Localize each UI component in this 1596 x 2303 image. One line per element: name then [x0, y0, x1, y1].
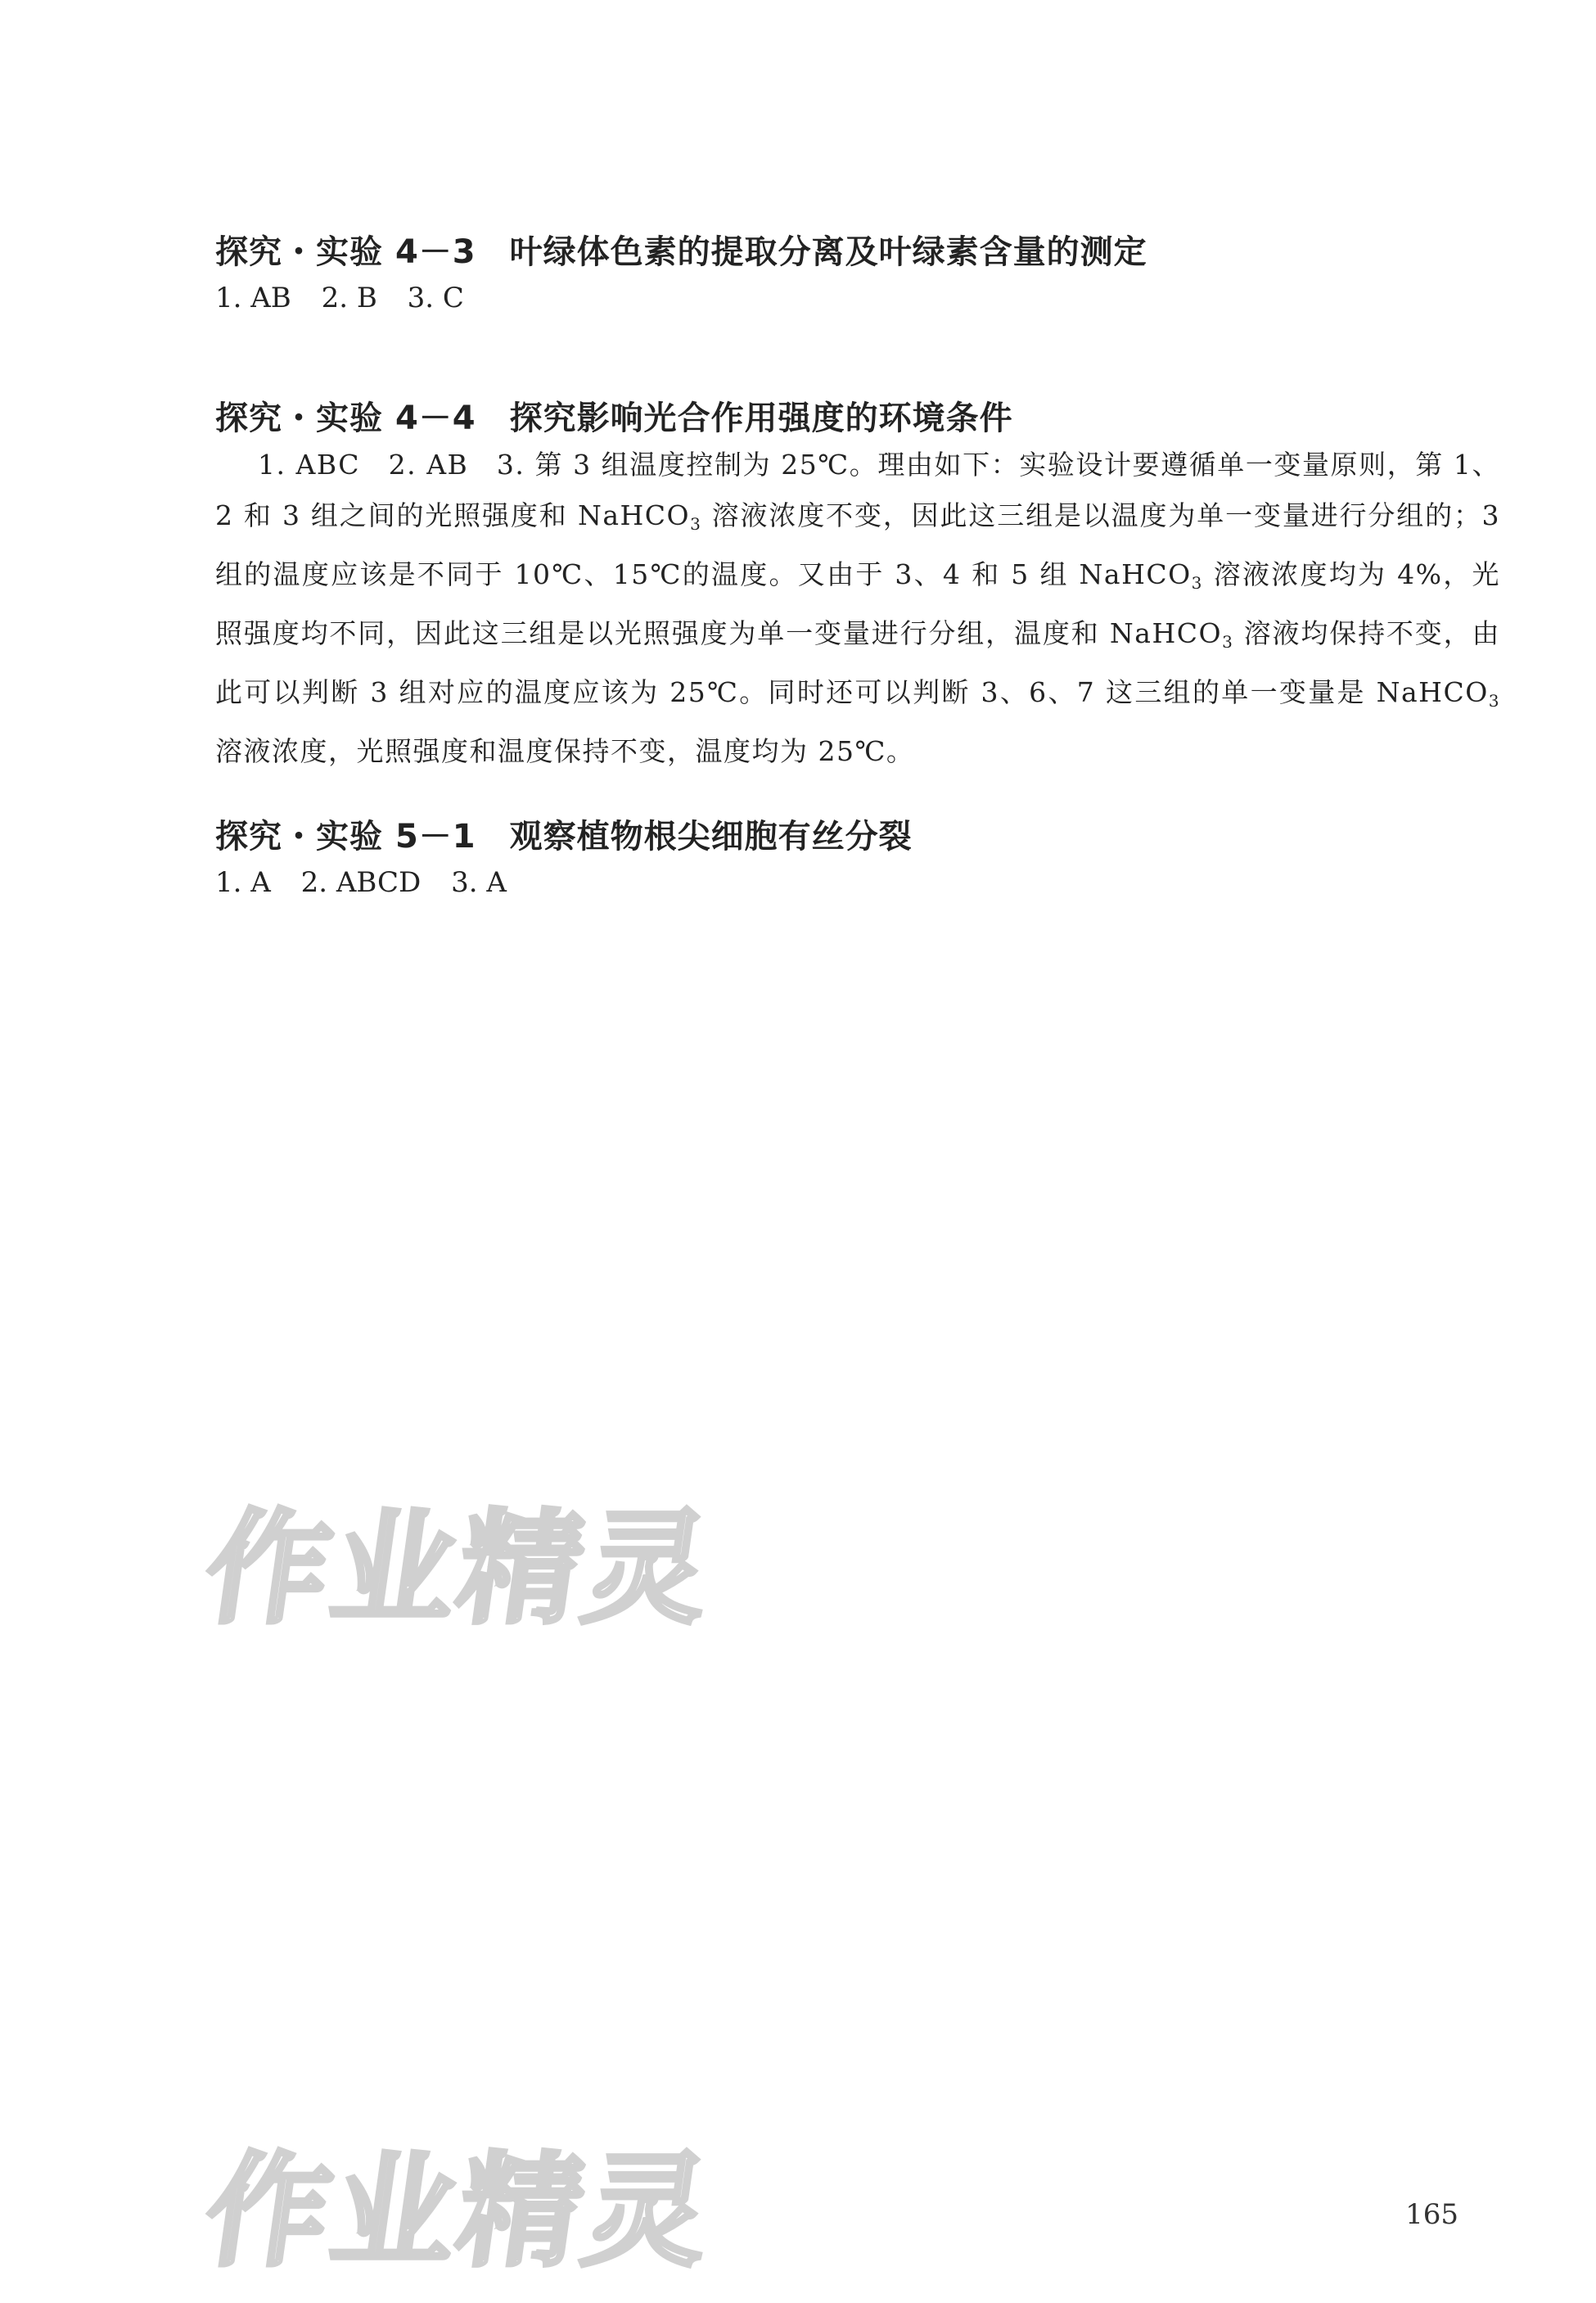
section-4-3: [215, 231, 1500, 323]
section-title: [215, 815, 1500, 858]
paragraph-text: 1. ABC 2. AB 3. 第 3 组温度控制为 25℃。理由如下：实验设计要遵循单一变量原则，第 1、2 和 3 组之间的光照强度和 NaHCO: [215, 449, 1500, 531]
paragraph-text: 溶液浓度，光照强度和温度保持不变，温度均为 25℃。: [215, 735, 915, 767]
title-prefix: 探究・实验: [215, 400, 395, 437]
watermark: 作业精灵: [196, 1498, 722, 1641]
subscript: 3: [690, 514, 702, 534]
title-prefix: 探究・实验: [215, 818, 395, 856]
title-text: 叶绿体色素的提取分离及叶绿素含量的测定: [509, 233, 1147, 271]
answer-line: [215, 273, 1500, 323]
answer-item: 3. C: [407, 282, 464, 314]
answer-line: [215, 858, 1500, 907]
title-text: 观察植物根尖细胞有丝分裂: [509, 818, 913, 856]
title-number: 5－1: [394, 818, 476, 856]
title-number: 4－4: [394, 400, 476, 437]
paragraph-text: 溶液浓度不变，因此这三组是以温度为单一变量进行分组的；3 组的温度应该是不同于 10℃、15℃的温度。又由于 3、4 和 5 组 NaHCO: [215, 499, 1500, 590]
title-prefix: 探究・实验: [215, 233, 395, 271]
section-5-1: [215, 815, 1500, 907]
section-title: [215, 397, 1500, 440]
page-number: 165: [1405, 2198, 1458, 2231]
subscript: 3: [1222, 632, 1234, 652]
paragraph-text: 溶液均保持不变，由此可以判断 3 组对应的温度应该为 25℃。同时还可以判断 3、6、7 这三组的单一变量是 NaHCO: [215, 617, 1501, 708]
subscript: 3: [1191, 573, 1203, 593]
subscript: 3: [1488, 691, 1500, 711]
answer-item: 1. AB: [215, 282, 291, 314]
paragraph-text: 溶液浓度均为 4%，光照强度均不同，因此这三组是以光照强度为单一变量进行分组，温度和 NaHCO: [215, 558, 1500, 649]
answer-item: 2. ABCD: [300, 866, 422, 899]
section-title: [215, 231, 1500, 273]
answer-paragraph: [215, 440, 1500, 777]
watermark: 作业精灵: [196, 2141, 722, 2283]
title-text: 探究影响光合作用强度的环境条件: [509, 400, 1013, 437]
answer-item: 2. B: [321, 282, 377, 314]
section-4-4: [215, 397, 1500, 777]
answer-item: 1. A: [215, 866, 271, 899]
title-number: 4－3: [394, 233, 476, 271]
answer-item: 3. A: [451, 866, 507, 899]
